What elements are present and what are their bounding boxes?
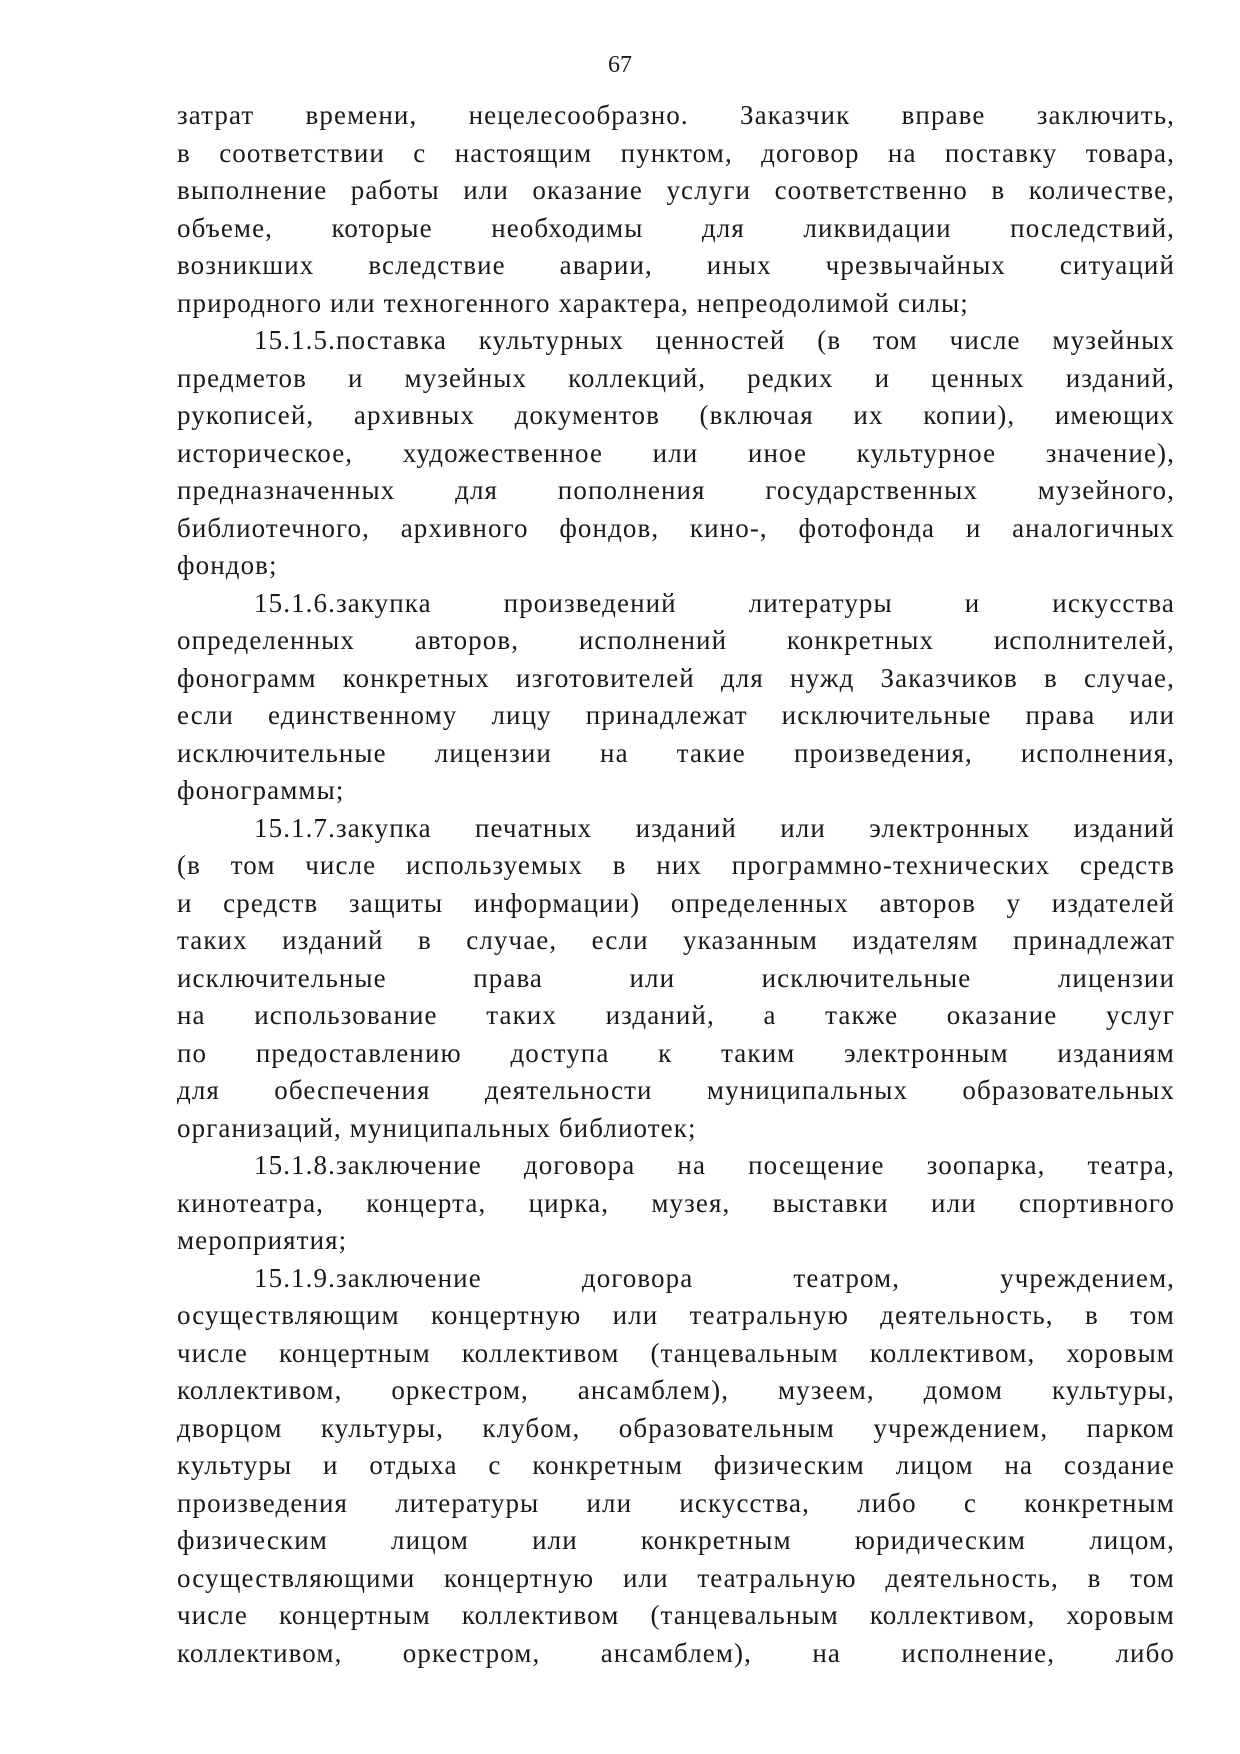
page-number: 67 <box>608 52 632 78</box>
text-line: и средств защиты информации) определенных авторов у издателей <box>177 887 1175 918</box>
text-line: исключительные лицензии на такие произведения, исполнения, <box>177 737 1175 768</box>
text-line: дворцом культуры, клубом, образовательным учреждением, парком <box>177 1412 1175 1443</box>
text-line: мероприятия; <box>177 1225 348 1255</box>
text-line: кинотеатра, концерта, цирка, музея, выставки или спортивного <box>177 1187 1175 1218</box>
text-line: в соответствии с настоящим пунктом, договор на поставку товара, <box>177 137 1175 168</box>
text-line: числе концертным коллективом (танцевальным коллективом, хоровым <box>177 1337 1175 1368</box>
text-line: числе концертным коллективом (танцевальным коллективом, хоровым <box>177 1600 1175 1630</box>
text-line: (в том числе используемых в них программно-технических средств <box>177 850 1175 880</box>
text-line: затрат времени, нецелесообразно. Заказчик вправе заключить, <box>177 100 1175 130</box>
text-line: историческое, художественное или иное культурное значение), <box>177 437 1175 468</box>
text-line: предназначенных для пополнения государственных музейного, <box>177 475 1175 505</box>
text-line: природного или техногенного характера, непреодолимой силы; <box>177 287 969 318</box>
text-line: 15.1.9.заключение договора театром, учреждением, <box>254 1262 1175 1293</box>
text-line: культуры и отдыха с конкретным физическим лицом на создание <box>177 1450 1175 1480</box>
text-line: определенных авторов, исполнений конкретных исполнителей, <box>177 625 1175 655</box>
text-line: предметов и музейных коллекций, редких и ценных изданий, <box>177 362 1175 393</box>
text-line: организаций, муниципальных библиотек; <box>177 1112 697 1143</box>
text-line: 15.1.5.поставка культурных ценностей (в том числе музейных <box>254 325 1175 355</box>
text-line: библиотечного, архивного фондов, кино-, фотофонда и аналогичных <box>177 512 1175 543</box>
text-line: осуществляющими концертную или театральную деятельность, в том <box>177 1562 1175 1593</box>
text-line: выполнение работы или оказание услуги соответственно в количестве, <box>177 175 1175 205</box>
text-line: рукописей, архивных документов (включая их копии), имеющих <box>177 400 1175 430</box>
text-line: коллективом, оркестром, ансамблем), музеем, домом культуры, <box>177 1375 1175 1405</box>
text-line: 15.1.8.заключение договора на посещение зоопарка, театра, <box>254 1150 1175 1180</box>
text-line: на использование таких изданий, а также оказание услуг <box>177 1000 1175 1030</box>
text-line: фонограммы; <box>177 775 345 805</box>
text-line: если единственному лицу принадлежат исключительные права или <box>177 700 1175 730</box>
text-line: фонограмм конкретных изготовителей для нужд Заказчиков в случае, <box>177 662 1175 693</box>
text-line: по предоставлению доступа к таким электронным изданиям <box>177 1037 1175 1068</box>
text-line: исключительные права или исключительные лицензии <box>177 962 1175 993</box>
text-line: объеме, которые необходимы для ликвидации последствий, <box>177 212 1175 243</box>
text-line: таких изданий в случае, если указанным издателям принадлежат <box>177 925 1175 955</box>
text-line: фондов; <box>177 550 278 580</box>
document-body <box>177 97 1175 1672</box>
text-line: осуществляющим концертную или театральную деятельность, в том <box>177 1300 1175 1330</box>
text-line: коллективом, оркестром, ансамблем), на исполнение, либо <box>177 1637 1175 1668</box>
text-line: произведения литературы или искусства, либо с конкретным <box>177 1487 1175 1518</box>
text-line: 15.1.6.закупка произведений литературы и искусства <box>254 587 1175 618</box>
text-line: возникших вследствие аварии, иных чрезвычайных ситуаций <box>177 250 1175 280</box>
text-line: 15.1.7.закупка печатных изданий или электронных изданий <box>254 812 1175 843</box>
text-line: физическим лицом или конкретным юридическим лицом, <box>177 1525 1175 1555</box>
text-line: для обеспечения деятельности муниципальных образовательных <box>177 1075 1175 1105</box>
